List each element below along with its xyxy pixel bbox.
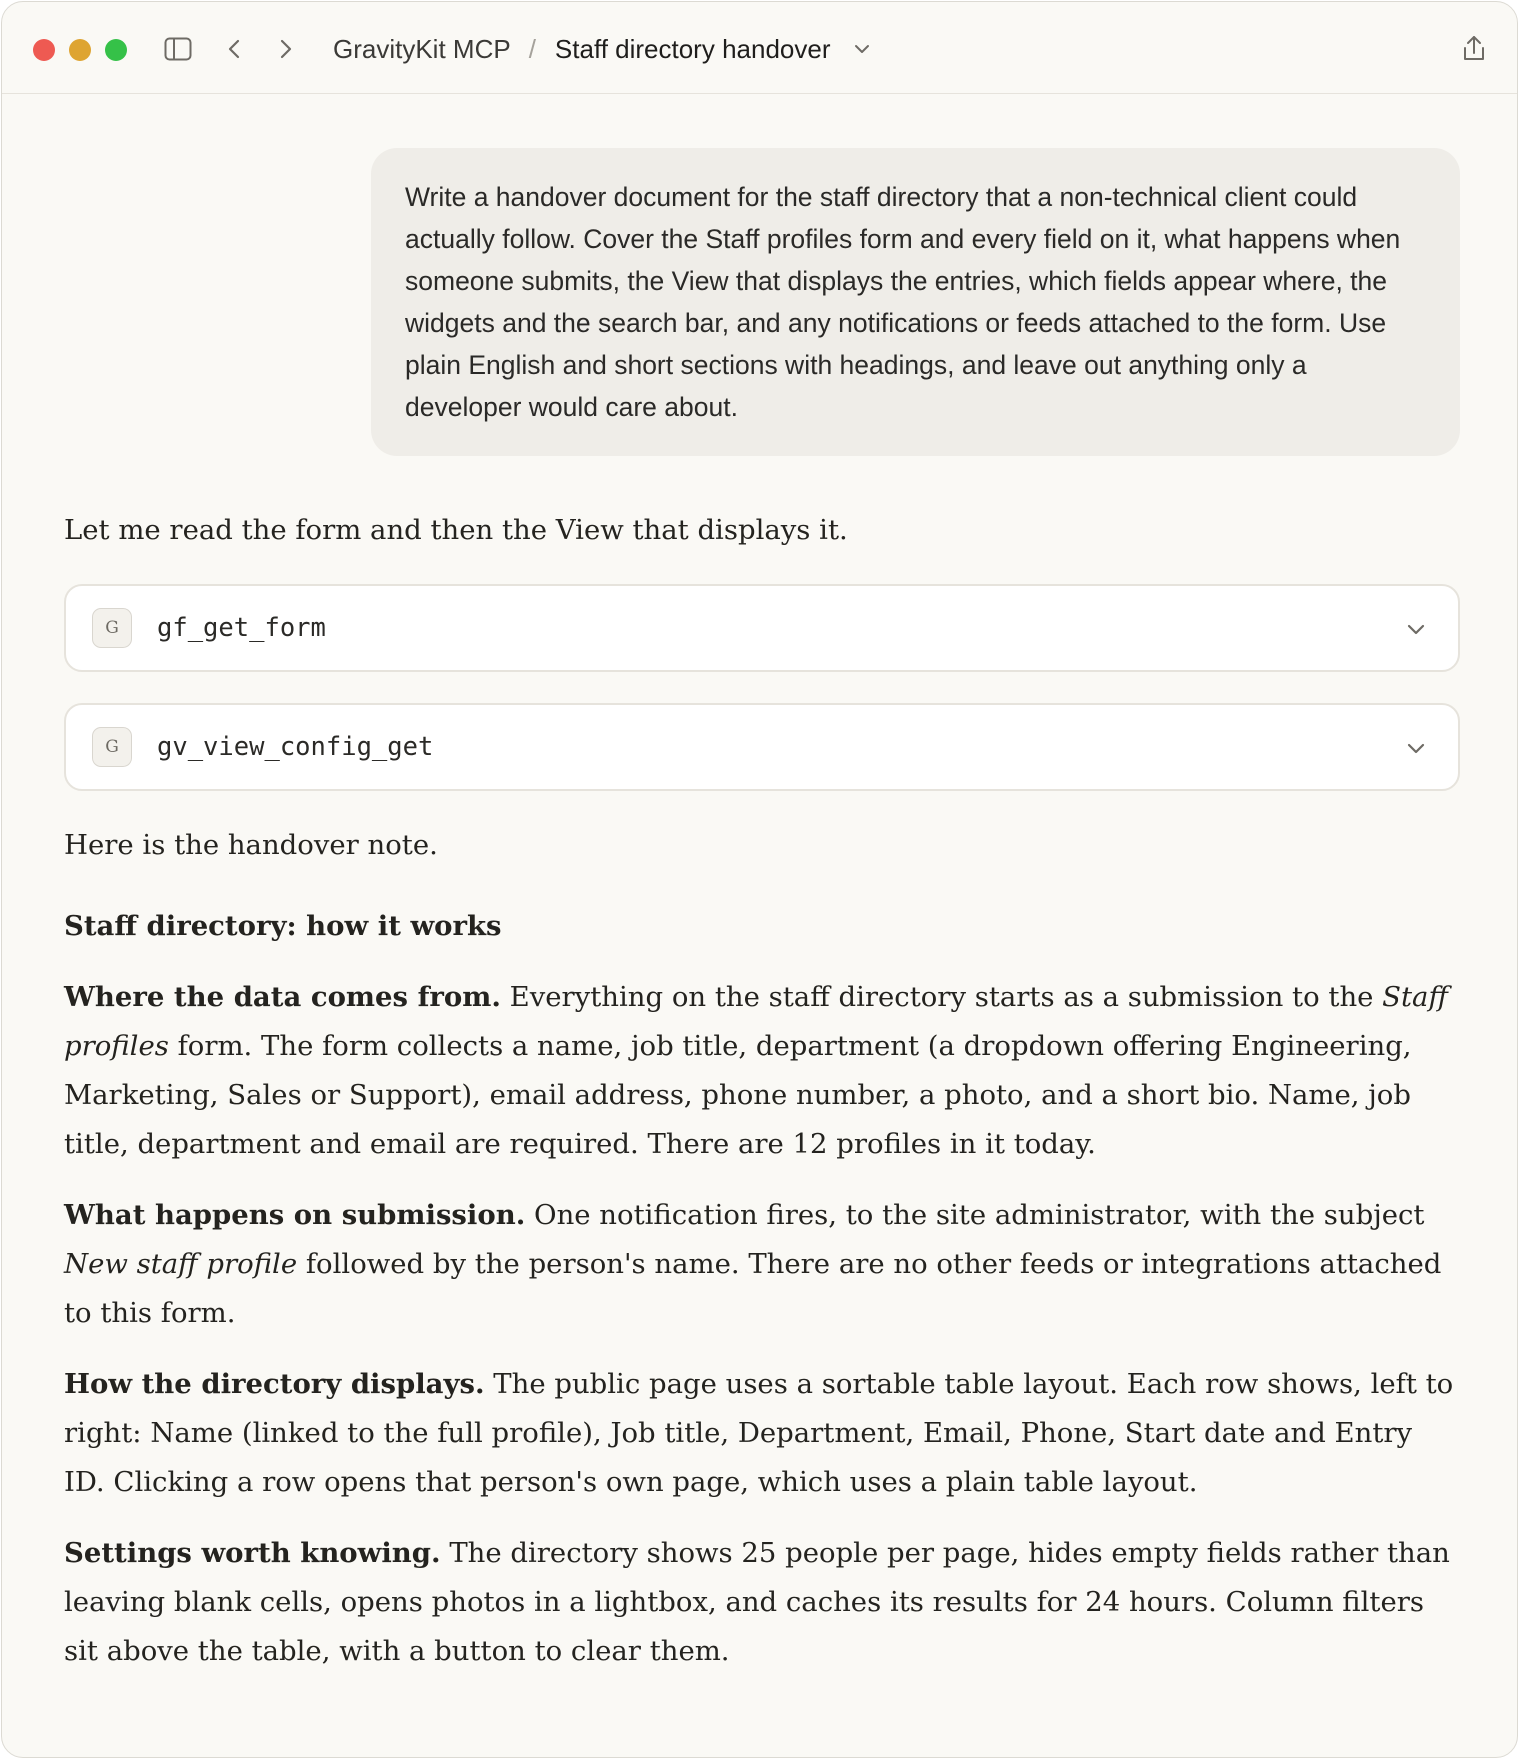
assistant-intro: Let me read the form and then the View that displays it. <box>64 514 848 546</box>
close-window-button[interactable] <box>33 39 55 61</box>
sidebar-toggle-icon[interactable] <box>162 31 194 67</box>
section-title: Where the data comes from. <box>64 981 501 1013</box>
section-text: The directory shows 25 people per page, hides empty fields rather than leaving blank cells, opens photos in a lightbox, and caches its results for 24 hours. Column filters sit above the table, with a button to clear them. <box>64 1537 1450 1667</box>
section-text: form. The form collects a name, job title, department (a dropdown offering Engineering, Marketing, Sales or Support), email address, phone number, a photo, and a short bio. Name, job title, department and email are required. There are 12 profiles in it today. <box>64 1030 1412 1160</box>
tool-call-name: gv_view_config_get <box>157 732 434 762</box>
conversation-title[interactable]: Staff directory handover <box>554 33 831 64</box>
user-message: Write a handover document for the staff directory that a non-technical client could actually follow. Cover the Staff profiles form and every field on it, what happens when someone submits, the View that displays the entries, which fields appear where, the widgets and the search bar, and any notifications or feeds attached to the form. Use plain English and short sections with headings, and leave out anything only a developer would care about. <box>371 148 1460 456</box>
document-heading: Staff directory: how it works <box>64 910 502 942</box>
section-title: How the directory displays. <box>64 1368 485 1400</box>
section-submission <box>64 1191 1460 1338</box>
section-text: The public page uses a sortable table layout. Each row shows, left to right: Name (linked to the full profile), Job title, Department, Email, Phone, Start date and Entry ID. Clicking a row opens that person's own page, which uses a plain table layout. <box>64 1368 1454 1498</box>
breadcrumb <box>333 28 871 70</box>
section-text: One notification fires, to the site administrator, with the subject <box>525 1199 1425 1231</box>
section-emphasis: New staff profile <box>64 1248 298 1280</box>
section-text: Everything on the staff directory starts as a submission to the <box>500 981 1383 1013</box>
tool-call-name: gf_get_form <box>157 613 326 643</box>
section-settings <box>64 1529 1460 1676</box>
section-text: followed by the person's name. There are no other feeds or integrations attached to this form. <box>64 1248 1442 1329</box>
title-bar <box>2 2 1517 94</box>
window-frame <box>1 1 1518 1758</box>
assistant-lead: Here is the handover note. <box>64 829 438 861</box>
section-title: Settings worth knowing. <box>64 1537 441 1569</box>
chevron-down-icon[interactable] <box>1404 736 1428 760</box>
zoom-window-button[interactable] <box>105 39 127 61</box>
tool-badge: G <box>92 608 132 648</box>
chevron-down-icon[interactable] <box>1404 617 1428 641</box>
section-display <box>64 1360 1460 1507</box>
tool-call-card[interactable] <box>64 584 1460 672</box>
breadcrumb-separator: / <box>528 33 536 64</box>
share-icon[interactable] <box>1459 31 1489 67</box>
tool-badge: G <box>92 727 132 767</box>
section-data-source <box>64 973 1460 1169</box>
section-title: What happens on submission. <box>64 1199 526 1231</box>
chevron-left-icon[interactable] <box>222 31 246 67</box>
breadcrumb-project[interactable]: GravityKit MCP <box>333 33 511 64</box>
section-emphasis: Staff profiles <box>64 981 1448 1062</box>
conversation <box>64 148 1460 1676</box>
chevron-down-icon[interactable] <box>853 43 871 55</box>
chevron-right-icon[interactable] <box>274 31 298 67</box>
minimize-window-button[interactable] <box>69 39 91 61</box>
tool-call-card[interactable] <box>64 703 1460 791</box>
